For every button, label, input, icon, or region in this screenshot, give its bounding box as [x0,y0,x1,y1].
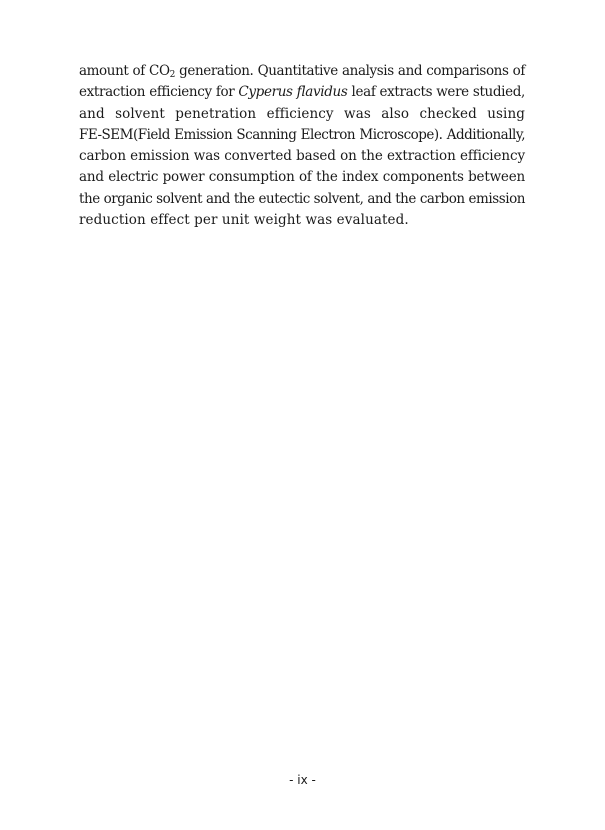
text-line-5: carbon emission was converted based on the extraction efficiency [79,148,525,165]
text-line-3: and solvent penetration efficiency was also checked using [79,105,525,122]
page-number: - ix - [289,773,316,787]
text-line-7: the organic solvent and the eutectic solvent, and the carbon emission [79,190,525,207]
text-run: leaf extracts were studied, [347,84,525,101]
text-run: generation. Quantitative analysis and comparisons of [174,63,525,79]
text-run: extraction efficiency for [79,84,239,101]
text-line-6: and electric power consumption of the index components between [79,169,525,186]
text-line-2 [79,82,525,103]
text-line-8: reduction effect per unit weight was evaluated. [79,212,409,229]
subscript-two: 2 [169,70,175,80]
species-name: Cyperus flavidus [238,84,348,101]
abstract-paragraph [79,61,525,231]
text-line-1 [79,61,525,82]
text-run: amount of CO [79,63,170,79]
text-line-4: FE-SEM(Field Emission Scanning Electron Microscope). Additionally, [79,126,525,143]
